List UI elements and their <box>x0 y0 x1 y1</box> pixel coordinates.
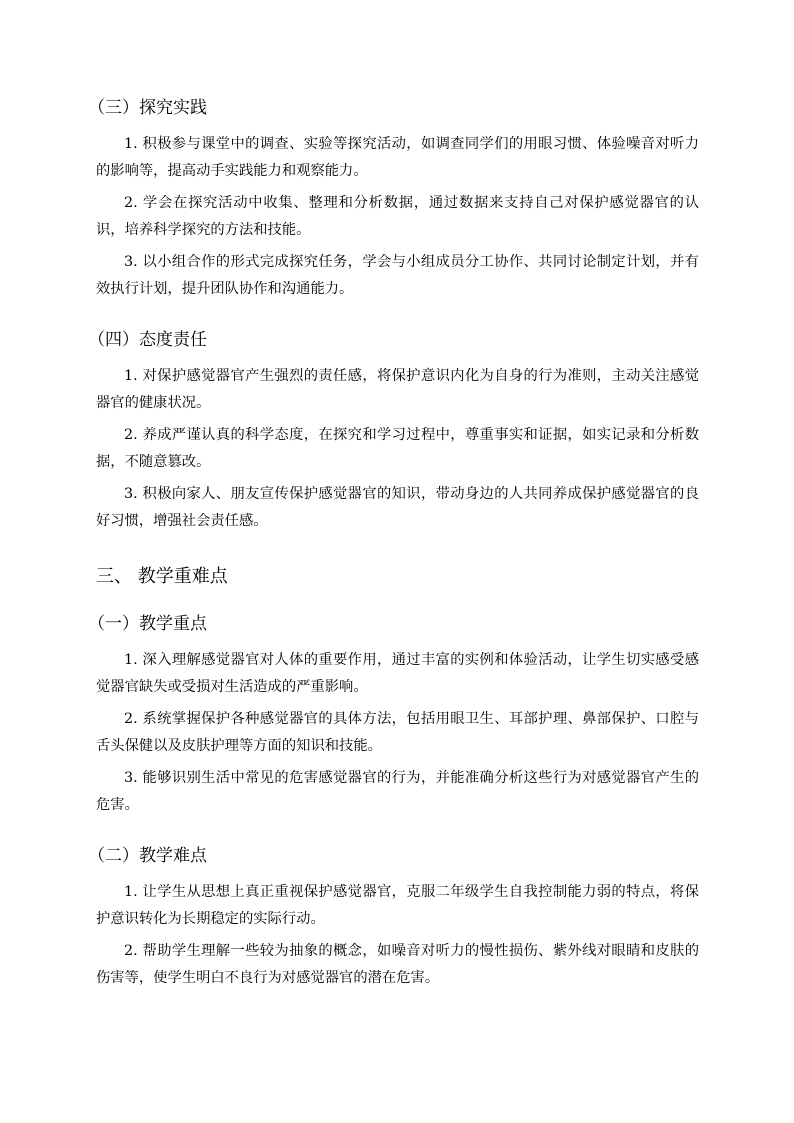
paragraph: 3. 以小组合作的形式完成探究任务，学会与小组成员分工协作、共同讨论制定计划，并有效执行计划，提升团队协作和沟通能力。 <box>96 254 699 297</box>
section-heading: （二）教学难点 <box>88 846 207 866</box>
section-inquiry-practice <box>88 94 699 303</box>
section-heading: （三）探究实践 <box>88 98 207 118</box>
major-section-key-difficult-points <box>88 562 699 992</box>
section-attitude-responsibility <box>88 326 699 535</box>
paragraph: 3. 积极向家人、朋友宣传保护感觉器官的知识，带动身边的人共同养成保护感觉器官的良好习惯，增强社会责任感。 <box>96 486 699 529</box>
paragraph: 1. 积极参与课堂中的调查、实验等探究活动，如调查同学们的用眼习惯、体验噪音对听力的影响等，提高动手实践能力和观察能力。 <box>96 136 699 179</box>
paragraph: 3. 能够识别生活中常见的危害感觉器官的行为，并能准确分析这些行为对感觉器官产生的危害。 <box>96 770 699 813</box>
subsection-teaching-difficulties <box>88 842 699 992</box>
subsection-teaching-key-points <box>88 610 699 819</box>
paragraph: 2. 养成严谨认真的科学态度，在探究和学习过程中，尊重事实和证据，如实记录和分析数据，不随意篡改。 <box>96 427 699 470</box>
paragraph: 2. 系统掌握保护各种感觉器官的具体方法，包括用眼卫生、耳部护理、鼻部保护、口腔与舌头保健以及皮肤护理等方面的知识和技能。 <box>96 711 699 754</box>
paragraph: 1. 对保护感觉器官产生强烈的责任感，将保护意识内化为自身的行为准则，主动关注感觉器官的健康状况。 <box>96 368 699 411</box>
paragraph: 1. 深入理解感觉器官对人体的重要作用，通过丰富的实例和体验活动，让学生切实感受感觉器官缺失或受损对生活造成的严重影响。 <box>96 652 699 695</box>
paragraph: 1. 让学生从思想上真正重视保护感觉器官，克服二年级学生自我控制能力弱的特点，将保护意识转化为长期稳定的实际行动。 <box>96 884 699 927</box>
paragraph: 2. 帮助学生理解一些较为抽象的概念，如噪音对听力的慢性损伤、紫外线对眼睛和皮肤的伤害等，使学生明白不良行为对感觉器官的潜在危害。 <box>96 943 699 986</box>
paragraph: 2. 学会在探究活动中收集、整理和分析数据，通过数据来支持自己对保护感觉器官的认识，培养科学探究的方法和技能。 <box>96 195 699 238</box>
major-heading: 三、 教学重难点 <box>96 566 228 587</box>
section-heading: （四）态度责任 <box>88 330 207 350</box>
document-page <box>88 94 699 997</box>
section-heading: （一）教学重点 <box>88 614 207 634</box>
